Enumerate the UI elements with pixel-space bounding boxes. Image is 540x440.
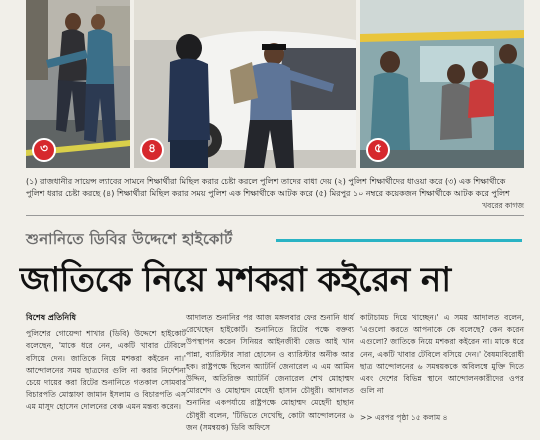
photo-5 xyxy=(360,0,524,168)
article-paragraph-1: পুলিশের গোয়েন্দা শাখার (ডিবি) উদ্দেশে হাইকোর্ট বলেছেন, 'মাকে ধরে নেন, একটি খাবার টেবিলে বসিয়ে দেন। জাতিকে নিয়ে মশকরা কইরেন না।' আন্দোলনের সময় ছাত্রদের গুলি না করার নির্দেশনা চেয়ে দায়ের করা রিটের শুনানিতে গতকাল সোমবার বিচারপতি মোস্তাফা জামান ইসলাম ও বিচারপতি এস এম মাসুদ হোসেন দোলনের বেঞ্চ এমন মন্তব্য করেন। xyxy=(26,329,186,412)
photo-4-image xyxy=(134,0,356,168)
article-paragraph-2: আদালত শুনানির পর আজ মঙ্গলবার ফের শুনানি ধার্য রেখেছেন হাইকোর্ট। শুনানিতে রিটের পক্ষে বক্তব্য উপস্থাপন করেন সিনিয়র আইনজীবী জেড আই খান পান্না, ব্যারিস্টার সারা হোসেন ও ব্যারিস্টার অনীক আর হক। রাষ্ট্রপক্ষে ছিলেন অ্যাটর্নি জেনারেল এ এম আমিন উদ্দিন, অতিরিক্ত অ্যাটর্নি জেনারেল শেখ মোহাম্মদ মোরশেদ ও মোহাম্মদ মেহেদী হাসান চৌধুরী। আদালত শুনানির একপর্যায়ে রাষ্ট্রপক্ষে মোহাম্মদ মেহেদী হাছান চৌধুরী বলেন, 'টিভিতে দেখেছি, কোটা আন্দোলনের ৬ জন (সমন্বয়ক) ডিবি অফিসে xyxy=(186,313,354,432)
photo-3-number: ৩ xyxy=(32,138,56,162)
kicker-accent-line xyxy=(276,239,522,242)
photo-4 xyxy=(134,0,356,168)
photo-3 xyxy=(26,0,130,168)
article-paragraph-3: কাটাচামচ দিয়ে খাচ্ছেন।' এ সময় আদালত বলেন, 'এগুলো করতে আপনাকে কে বলেছে? কেন করেন এগুলো? জাতিকে নিয়ে মশকরা কইরেন না। মাকে ধরে নেন, একটি খাবার টেবিলে বসিয়ে দেন।' বৈষম্যবিরোধী ছাত্র আন্দোলনের ৬ সমন্বয়ককে অবিলম্বে মুক্তি দিতে এবং দেশের বিভিন্ন স্থানে আন্দোলনকারীদের ওপর গুলি না xyxy=(360,313,524,396)
kicker-row xyxy=(26,228,524,250)
photo-caption: (১) রাজধানীর সায়েন্স ল্যাবের সামনে শিক্ষার্থীরা মিছিল করার চেষ্টা করলে পুলিশ তাদের বাধা দেয় (২) পুলিশ শিক্ষার্থীদের ধাওয়া করে (৩) এক শিক্ষার্থীকে পুলিশ ধরার চেষ্টা করছে (৪) শিক্ষার্থীরা মিছিল করার সময় পুলিশ এক শিক্ষার্থীকে আটক করে (৫) মিরপুর ১০ নম্বরে কয়েকজন শিক্ষার্থীকে আটক করে পুলিশ xyxy=(26,177,510,198)
photo-credit: খবরের কাগজ xyxy=(482,201,524,210)
article-column-2 xyxy=(186,312,354,436)
photo-4-number: ৪ xyxy=(140,138,164,162)
kicker-text: শুনানিতে ডিবির উদ্দেশে হাইকোর্ট xyxy=(26,230,233,248)
continuation-note: >> এরপর পৃষ্ঠা ১৫ কলাম ৪ xyxy=(360,413,448,422)
article-column-3 xyxy=(360,312,524,399)
byline: বিশেষ প্রতিনিধি xyxy=(26,313,76,322)
section-divider xyxy=(26,215,524,216)
photo-strip xyxy=(26,0,524,172)
headline: জাতিকে নিয়ে মশকরা কইরেন না xyxy=(20,260,451,300)
article-column-1 xyxy=(26,312,186,416)
photo-5-number: ৫ xyxy=(366,138,390,162)
